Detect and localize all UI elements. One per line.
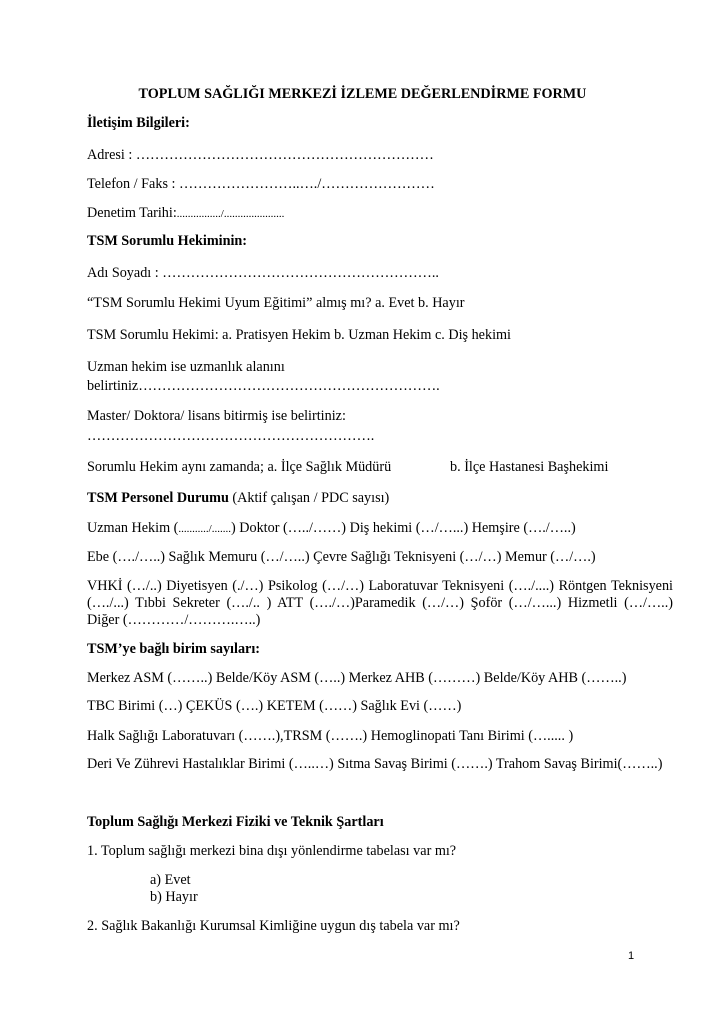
page-number: 1 <box>628 950 635 962</box>
staff-row-1-dots: .........../....... <box>178 523 231 535</box>
inspection-date-line <box>87 205 284 223</box>
staff-row-2: Ebe (…./…..) Sağlık Memuru (…/…..) Çevre Sağlığı Teknisyeni (…/…) Memur (…/….) <box>87 549 596 565</box>
staff-heading: TSM Personel Durumu <box>87 490 229 506</box>
inspection-date-dots: ................/...................... <box>176 208 285 220</box>
form-title: TOPLUM SAĞLIĞI MERKEZİ İZLEME DEĞERLENDİRME FORMU <box>138 86 587 102</box>
staff-row-1-start: Uzman Hekim ( <box>87 520 179 536</box>
role-option-a: Sorumlu Hekim aynı zamanda; a. İlçe Sağlık Müdürü <box>87 459 392 475</box>
question-1-option-a: a) Evet <box>150 872 191 888</box>
role-option-b: b. İlçe Hastanesi Başhekimi <box>450 459 609 475</box>
physician-name-line: Adı Soyadı : ………………………………………………….. <box>87 265 439 281</box>
units-row-2: TBC Birimi (…) ÇEKÜS (….) KETEM (……) Sağlık Evi (……) <box>87 698 462 714</box>
units-row-4: Deri Ve Zührevi Hastalıklar Birimi (…..…) Sıtma Savaş Birimi (…….) Trahom Savaş Birimi(……..) <box>87 756 663 772</box>
training-question: “TSM Sorumlu Hekimi Uyum Eğitimi” almış mı? a. Evet b. Hayır <box>87 295 465 311</box>
physician-type-line: TSM Sorumlu Hekimi: a. Pratisyen Hekim b. Uzman Hekim c. Diş hekimi <box>87 327 511 343</box>
units-row-3: Halk Sağlığı Laboratuvarı (…….),TRSM (…….) Hemoglinopati Tanı Birimi (…..... ) <box>87 728 574 744</box>
staff-heading-line <box>87 490 389 507</box>
staff-row-1 <box>87 520 576 538</box>
inspection-date-label: Denetim Tarihi: <box>87 205 177 221</box>
physician-heading: TSM Sorumlu Hekiminin: <box>87 233 248 249</box>
units-row-1: Merkez ASM (……..) Belde/Köy ASM (…..) Merkez AHB (………) Belde/Köy AHB (……..) <box>87 670 627 686</box>
question-1: 1. Toplum sağlığı merkezi bina dışı yönlendirme tabelası var mı? <box>87 843 457 859</box>
phone-line: Telefon / Faks : ……………………..…./…………………… <box>87 176 435 192</box>
address-line: Adresi : ……………………………………………………… <box>87 147 434 163</box>
physical-heading: Toplum Sağlığı Merkezi Fiziki ve Teknik Şartları <box>87 814 384 830</box>
specialty-line-1: Uzman hekim ise uzmanlık alanını <box>87 359 285 375</box>
staff-row-3: VHKİ (…/..) Diyetisyen (./…) Psikolog (…/…) Laboratuvar Teknisyeni (…./....) Röntgen Teknisyeni (…./...) Tıbbi Sekreter (…./.. ) ATT (…./…)Paramedik (…/…) Şoför (…/…...) Hizmetli (…/…..) Diğer (…………/……….…..) <box>87 578 673 628</box>
question-1-option-b: b) Hayır <box>150 889 198 905</box>
units-heading: TSM’ye bağlı birim sayıları: <box>87 641 261 657</box>
staff-row-1-rest: ) Doktor (…../……) Diş hekimi (…/…...) Hemşire (…./…..) <box>230 520 576 536</box>
specialty-line-2: belirtiniz………………………………………………………. <box>87 378 440 394</box>
question-2: 2. Sağlık Bakanlığı Kurumsal Kimliğine uygun dış tabela var mı? <box>87 918 460 934</box>
master-line-2: ……………………………………………………. <box>87 428 375 444</box>
staff-heading-note: (Aktif çalışan / PDC sayısı) <box>228 490 390 506</box>
contact-heading: İletişim Bilgileri: <box>87 115 190 131</box>
master-line-1: Master/ Doktora/ lisans bitirmiş ise belirtiniz: <box>87 408 346 424</box>
